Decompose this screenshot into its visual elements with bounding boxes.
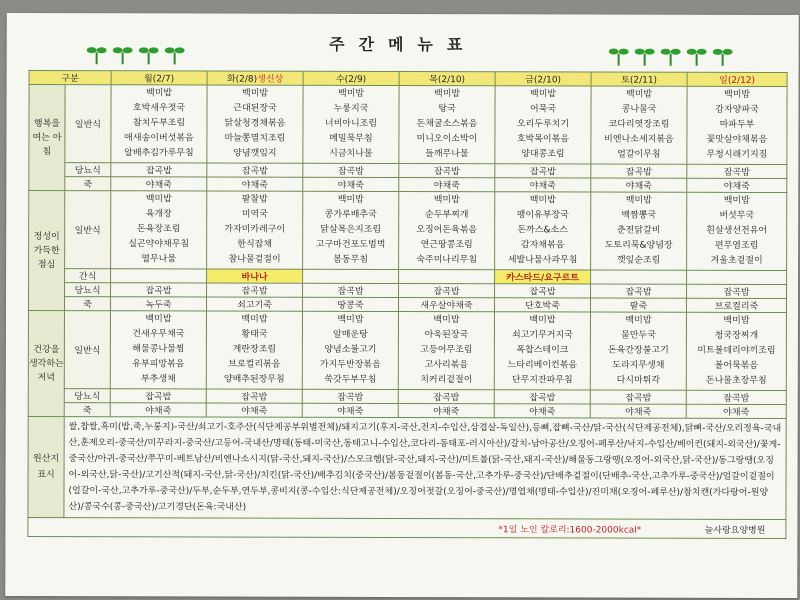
menu-item: 백미밥 [625,195,652,206]
page-title: 주간메뉴표 [329,34,477,55]
menu-item: 버섯무국 [719,210,755,221]
menu-item: 편무염조림 [714,240,759,251]
menu-item: 순두부찌개 [424,210,469,221]
menu-item: 백미밥 [530,89,557,100]
snack-empty-thu [399,269,495,283]
lunch-diabetic-tue: 잡곡밥 [207,283,303,297]
menu-item: 들깨무나물 [425,149,469,160]
menu-item: 누룽지국 [333,103,369,114]
menu-item: 감자채볶음 [520,240,565,251]
footer-row [28,518,786,539]
breakfast-general-mon [111,85,207,163]
hospital-name: 늘사랑요양병원 [704,525,766,536]
menu-item: 계란장조림 [232,344,277,355]
menu-item: 알배추김가루무침 [124,148,194,159]
menu-item: 백미밥 [529,195,556,206]
breakfast-section-label: 행복을 여는 아침 [29,85,65,191]
menu-item: 겨울초겉절이 [710,255,763,266]
header-day-thu: 목(2/10) [399,71,495,85]
lunch-general-sat [591,192,687,270]
menu-item: 육개장 [145,209,172,220]
lunch-general-wed [303,191,399,269]
menu-item: 호박목이볶음 [516,134,570,145]
menu-item: 백미밥 [337,194,364,205]
menu-item: 백미밥 [723,315,750,326]
menu-item: 알매운탕 [333,329,368,340]
dinner-porridge-sat: 야채죽 [590,404,686,418]
dinner-general-wed [302,311,398,389]
breakfast-porridge-wed: 야채죽 [303,177,399,191]
lunch-general-label: 일반식 [65,191,111,269]
menu-item: 깻잎순조림 [616,255,661,266]
sprout-decoration-right [609,45,733,67]
breakfast-general-label: 일반식 [65,85,111,163]
snack-tue: 바나나 [207,269,303,283]
menu-item: 오리두루치기 [516,119,570,130]
dinner-general-fri [494,312,590,390]
menu-item: 가자미카레구이 [224,224,286,235]
header-day-fri: 금(2/10) [495,72,591,86]
menu-item: 돈까스&소스 [517,225,568,236]
birthday-label: 생신상 [257,74,284,85]
menu-item: 한식잡채 [237,239,273,250]
lunch-porridge-wed: 땅콩죽 [303,297,399,311]
breakfast-porridge-label: 죽 [65,177,111,191]
sprout-icon [661,45,681,67]
dinner-porridge-fri: 야채죽 [494,404,590,418]
menu-item: 도라지무생채 [612,360,665,371]
menu-item: 탕국 [438,104,456,115]
menu-item: 애새송이버섯볶음 [124,133,194,144]
calorie-note: *1일 노인 칼로리:1600-2000kcal* [498,525,642,536]
menu-item: 흰살생선전유어 [706,225,768,236]
menu-item: 팽이유부장국 [516,210,569,221]
snack-empty-sun [687,270,787,284]
menu-item: 유부피망볶음 [132,359,185,370]
lunch-porridge-mon: 녹두죽 [111,297,207,311]
lunch-porridge-thu: 새우살야채죽 [398,297,494,311]
menu-item: 마늘쫑멸치조림 [224,133,286,144]
sprout-icon [87,43,107,65]
menu-item: 호박새우젓국 [132,103,186,114]
sprout-icon [165,43,185,65]
menu-item: 백미밥 [338,88,365,99]
menu-item: 돈육장조림 [136,224,181,235]
menu-item: 봄동무침 [333,254,369,265]
snack-empty-wed [303,269,399,283]
header-day-mon: 월(2/7) [111,71,207,85]
menu-item: 백미밥 [626,89,653,100]
menu-item: 고등어무조림 [420,345,473,356]
menu-item: 건새우무채국 [132,329,185,340]
menu-item: 백미밥 [145,314,172,325]
breakfast-diabetic-thu: 잡곡밥 [399,163,495,177]
menu-item: 비엔나소세지볶음 [604,134,674,145]
menu-item: 양배추된장무침 [223,374,285,385]
breakfast-porridge-sat: 야채죽 [591,178,687,192]
menu-item: 부추생채 [140,374,176,385]
sprout-decoration-left [87,43,185,65]
header-day-tue [207,71,303,85]
menu-item: 미니오이소박이 [416,134,478,145]
menu-item: 백미밥 [145,194,172,205]
menu-item: 참치두부조림 [132,118,186,129]
menu-item: 단무지잔파무침 [511,375,573,386]
menu-item: 미트볼데리야끼조림 [697,345,776,356]
menu-item: 돈육간장불고기 [607,345,669,356]
breakfast-diabetic-sun: 잡곡밥 [687,164,787,178]
lunch-snack-label: 간식 [65,269,111,283]
dinner-general-label: 일반식 [64,311,110,389]
breakfast-porridge-mon: 야채죽 [111,177,207,191]
breakfast-diabetic-sat: 잡곡밥 [591,164,687,178]
dinner-diabetic-label: 당뇨식 [64,389,110,403]
menu-item: 백미밥 [433,195,460,206]
header-day-wed: 수(2/9) [303,71,399,85]
menu-item: 백미밥 [433,315,460,326]
breakfast-general-tue [207,85,303,163]
dinner-general-sun [686,312,786,390]
menu-item: 백미밥 [241,314,268,325]
menu-item: 열무나물 [141,254,177,265]
dinner-porridge-mon: 야채죽 [110,403,206,417]
menu-item: 쇠고기무거지국 [511,330,573,341]
dinner-porridge-thu: 야채죽 [398,403,494,417]
menu-item: 쑥갓두부무침 [324,374,377,385]
menu-item: 치커리겉절이 [420,375,473,386]
menu-item: 백미밥 [434,89,461,100]
menu-item: 고사리볶음 [424,360,469,371]
sprout-icon [713,45,733,67]
lunch-porridge-label: 죽 [64,297,110,311]
dinner-diabetic-wed: 잡곡밥 [302,389,398,403]
menu-item: 백미밥 [625,315,652,326]
menu-item: 양념소불고기 [324,344,377,355]
menu-item: 양대콩조림 [521,149,565,160]
menu-item: 감자양파국 [715,104,759,115]
dinner-diabetic-mon: 잡곡밥 [110,389,206,403]
menu-item: 오징어돈육볶음 [416,225,478,236]
dinner-section-label: 건강을 생각하는 저녁 [28,311,64,417]
lunch-diabetic-sat: 잡곡밥 [591,284,687,298]
header-day-sun: 일(2/12) [687,72,787,86]
menu-item: 미역국 [241,209,268,220]
lunch-porridge-sun: 브로컬리죽 [686,298,786,312]
menu-item: 세발나물사과무침 [507,255,578,266]
lunch-porridge-tue: 쇠고기죽 [207,297,303,311]
sprout-icon [609,45,629,67]
menu-item: 실곤약야채무침 [128,239,190,250]
menu-item: 백미밥 [242,88,269,99]
dinner-general-row [28,311,786,391]
menu-item: 청국장찌개 [714,330,759,341]
lunch-general-fri [495,192,591,270]
sprout-icon [113,43,133,65]
sprout-icon [635,45,655,67]
header-category: 구분 [29,71,111,85]
menu-item: 백짬뽕국 [621,210,657,221]
origin-row [28,417,786,520]
breakfast-diabetic-tue: 잡곡밥 [207,163,303,177]
breakfast-general-row [29,85,787,165]
breakfast-diabetic-mon: 잡곡밥 [111,163,207,177]
menu-item: 시금치나물 [329,148,373,159]
lunch-diabetic-wed: 잡곡밥 [303,283,399,297]
lunch-diabetic-fri: 잡곡밥 [495,284,591,298]
lunch-porridge-sat: 팥죽 [590,298,686,312]
menu-item: 메밀묵무침 [329,133,373,144]
breakfast-general-sat [591,86,687,164]
menu-item: 백미밥 [723,195,750,206]
snack-fri: 카스타드/요구르트 [495,270,591,284]
menu-item: 연근땅콩조림 [420,240,473,251]
menu-item: 참나물겉절이 [228,254,281,265]
sprout-icon [687,45,707,67]
lunch-diabetic-mon: 잡곡밥 [111,283,207,297]
breakfast-general-wed [303,85,399,163]
dinner-porridge-label: 죽 [64,403,110,417]
lunch-porridge-fri: 단호박죽 [494,298,590,312]
menu-item: 꽃맛살야채볶음 [706,134,768,145]
origin-label: 원산지 표시 [28,417,64,518]
snack-empty-sat [591,270,687,284]
dinner-general-thu [398,311,494,389]
menu-item: 폭찹스테이크 [516,345,569,356]
menu-item: 다시마튀각 [616,375,661,386]
dinner-general-mon [110,311,206,389]
menu-item: 콩가루배추국 [324,209,377,220]
snack-empty-mon [111,269,207,283]
menu-item: 닭살목은지조림 [320,224,382,235]
breakfast-diabetic-fri: 잡곡밥 [495,164,591,178]
menu-item: 너비아니조림 [324,118,378,129]
breakfast-porridge-tue: 야채죽 [207,177,303,191]
weekly-menu-table [27,70,787,539]
menu-item: 마파두부 [719,119,755,130]
menu-item: 무청시래기지짐 [706,149,768,160]
dinner-diabetic-fri: 잡곡밥 [494,390,590,404]
lunch-general-row [29,191,787,271]
breakfast-porridge-sun: 야채죽 [687,178,787,192]
menu-item: 숙주미나리무침 [416,255,478,266]
menu-item: 돈채굴소스볶음 [416,119,478,130]
lunch-diabetic-sun: 잡곡밥 [687,284,787,298]
breakfast-general-sun [687,86,787,164]
breakfast-diabetic-label: 당뇨식 [65,163,111,177]
sprout-icon [139,43,159,65]
dinner-diabetic-sun: 잡곡밥 [686,390,786,404]
dinner-diabetic-sat: 잡곡밥 [590,390,686,404]
menu-item: 고구마건포도범벅 [315,239,386,250]
dinner-diabetic-thu: 잡곡밥 [398,389,494,403]
dinner-general-tue [206,311,302,389]
menu-item: 춘전닭갈비 [616,225,661,236]
lunch-section-label: 정성이 가득한 점심 [28,191,64,311]
origin-text: 쌀,찹쌀,흑미(밥,죽,누룽지)-국산/쇠고기-호주산(식단제공부위별전체)/돼지고기(후지-국산,전지-수입산,삼겹살-독일산),등뼈,잡뼈-국산/닭-국산(식단제공전체),닭뼈-국산/오리정육-국내산,훈제오리-중국산/미꾸라지-중국산/고등어-국내산/명태(동태-미국산,동태고니-수입산,코다리-동태포-러시아산)/갈치-남아공산/오징어-페루산/낙지-수입산/베이컨(돼지-외국산)/꽃게-중국산/아귀-중국산/쭈꾸미-베트남산/비엔나소시지(닭-국산,돼지-국산)/스모크햄(닭-국산,돼지-국산)/미트볼(닭-국산,돼지-국산)/해물동그랑땡(오징어-외국산,닭-국산)/동그랑땡(오징어-외국산,닭-국산)/고기산적(돼지-국산,닭-국산)/치킨(닭-국산)/배추김치(중국산)/봄동겉절이(봄동-국산,고추가루-중국산)/단배추겉절이(단배추-국산,고추가루-중국산)/얼갈이겉절이(얼갈이-국산,고추가루-중국산)/두부,순두부,연두부,콩비지(콩-수입산:식단제공전체)/오징어젓갈(오징어-중국산)/명엽채(명태-수입산)/진미채(오징어-페루산)/참치캔(가다랑어-원양산)/콩국수(콩-중국산)/고기경단(돈육:국내산) [64,417,786,520]
menu-item: 황태국 [241,329,268,340]
menu-item: 얼갈이무침 [617,149,661,160]
menu-item: 느타리베이컨볶음 [507,360,578,371]
menu-item: 어묵국 [529,104,557,115]
menu-item: 백미밥 [337,314,364,325]
breakfast-diabetic-wed: 잡곡밥 [303,163,399,177]
menu-item: 백미밥 [529,315,556,326]
dinner-porridge-tue: 야채죽 [206,403,302,417]
lunch-diabetic-label: 당뇨식 [65,283,111,297]
header-day-sat: 토(2/11) [591,72,687,86]
menu-item: 해물콩나물찜 [132,344,185,355]
menu-item: 닭살청경채볶음 [224,118,286,129]
lunch-general-thu [399,191,495,269]
menu-item: 코다리엿장조림 [608,119,670,130]
menu-item: 콩나물국 [621,104,657,115]
menu-item: 아욱된장국 [424,330,469,341]
menu-item: 브로컬리볶음 [228,359,281,370]
breakfast-porridge-thu: 야채죽 [399,177,495,191]
menu-item: 백미밥 [724,89,751,100]
menu-item: 물만두국 [621,330,656,341]
lunch-diabetic-thu: 잡곡밥 [399,283,495,297]
dinner-diabetic-tue: 잡곡밥 [206,389,302,403]
menu-item: 도토리묵&양념장 [604,240,673,251]
menu-sheet [5,13,799,598]
menu-item: 볼어묵볶음 [714,360,759,371]
menu-item: 양념깻잎지 [233,148,277,159]
menu-item: 가지두반장볶음 [319,359,381,370]
menu-item: 근대된장국 [233,103,277,114]
lunch-general-sun [687,192,787,270]
footer-cell [28,518,786,539]
breakfast-general-fri [495,86,591,164]
breakfast-general-thu [399,85,495,163]
menu-item: 돈나물초장무침 [705,375,767,386]
header-day-tue-date: 화(2/8) [226,74,258,85]
dinner-general-sat [590,312,686,390]
breakfast-porridge-fri: 야채죽 [495,178,591,192]
dinner-porridge-sun: 야채죽 [686,404,786,418]
menu-item: 백미밥 [146,88,173,99]
dinner-porridge-wed: 야채죽 [302,403,398,417]
lunch-general-tue [207,191,303,269]
menu-item: 팥찰밥 [241,194,268,205]
lunch-general-mon [111,191,207,269]
